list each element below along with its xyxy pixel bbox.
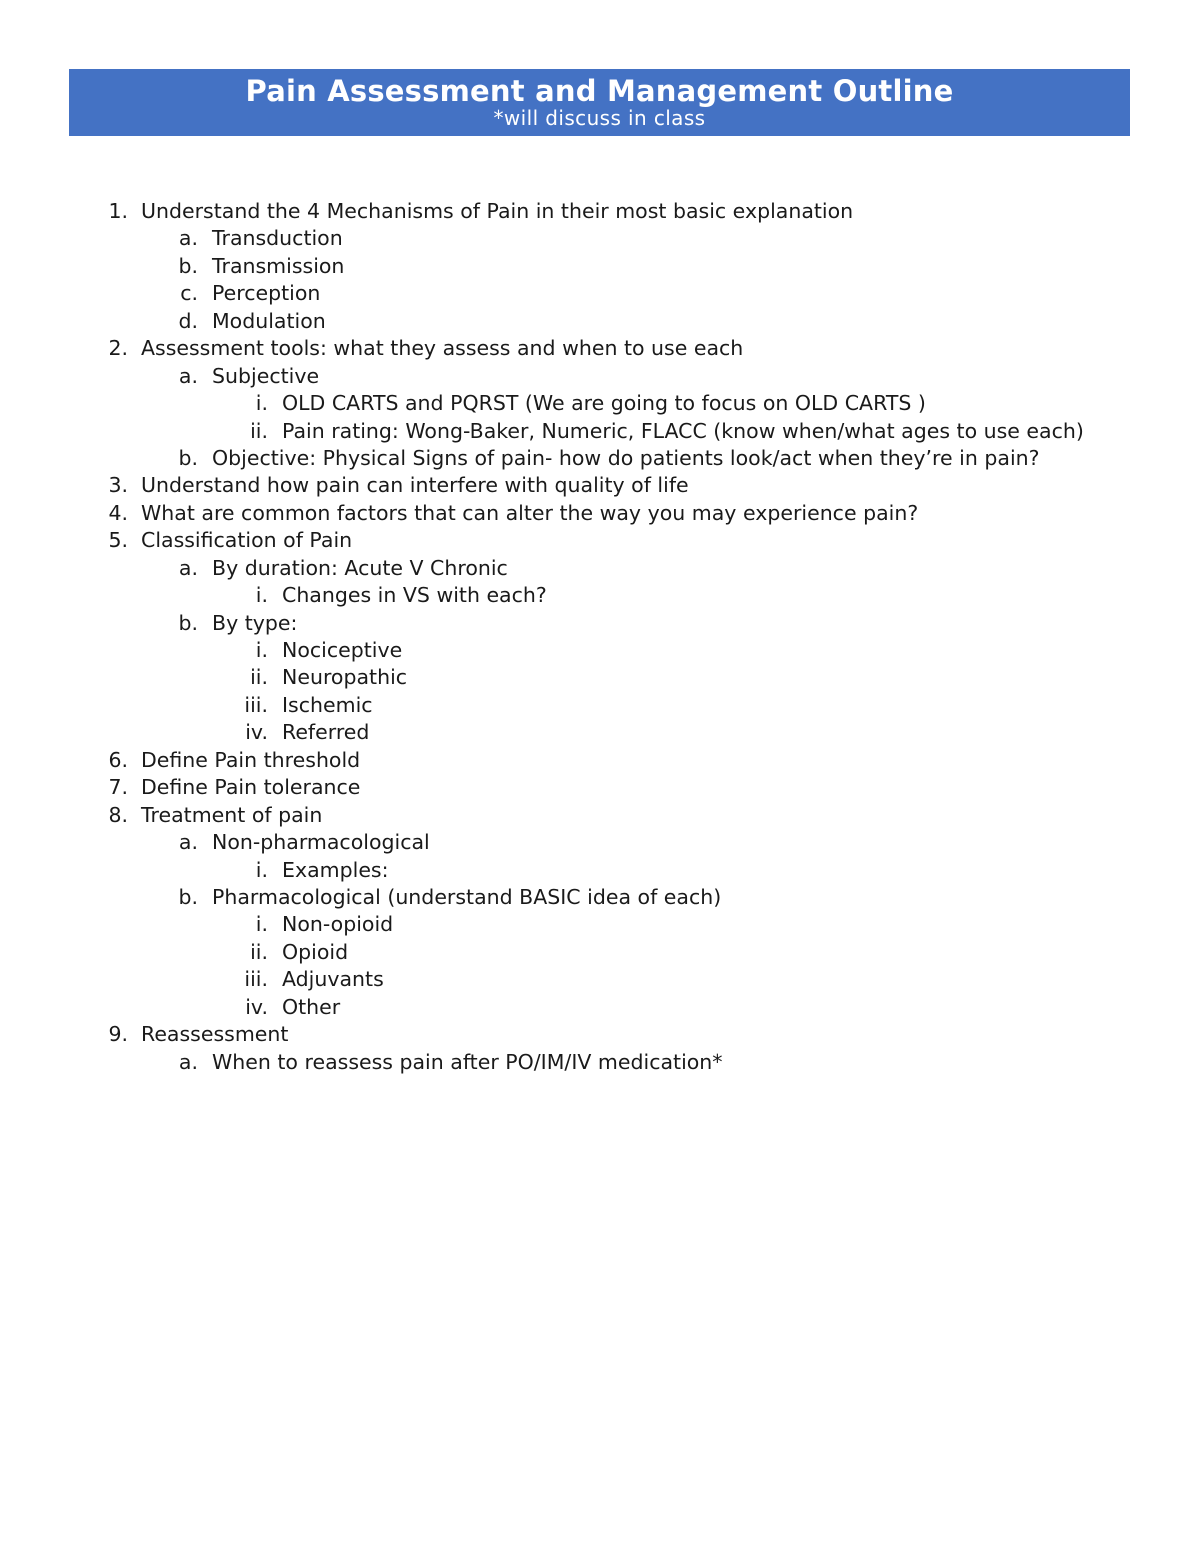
outline-text: Define Pain tolerance bbox=[141, 775, 361, 800]
outline-text: Nociceptive bbox=[282, 638, 403, 662]
page-subtitle: *will discuss in class bbox=[493, 106, 706, 130]
outline-marker: 5. bbox=[108, 528, 128, 553]
outline-text: Classification of Pain bbox=[141, 528, 353, 553]
outline-text: Other bbox=[282, 994, 341, 1019]
outline-text: Pharmacological (understand BASIC idea of each) bbox=[212, 884, 722, 909]
outline-marker: c. bbox=[180, 281, 198, 306]
outline-marker: b. bbox=[178, 610, 198, 635]
outline-item bbox=[0, 363, 1200, 390]
outline-item bbox=[0, 829, 1200, 856]
outline-marker: ii. bbox=[250, 665, 268, 690]
outline-item bbox=[0, 994, 1200, 1021]
outline-marker: i. bbox=[255, 912, 268, 937]
outline-marker: a. bbox=[178, 363, 198, 388]
outline-marker: iv. bbox=[245, 720, 268, 745]
outline-text: When to reassess pain after PO/IM/IV medication* bbox=[212, 1049, 723, 1074]
outline-marker: iv. bbox=[245, 994, 268, 1019]
outline-marker: b. bbox=[178, 253, 198, 278]
outline-item bbox=[0, 610, 1200, 637]
outline-marker: ii. bbox=[250, 418, 268, 443]
outline-marker: 8. bbox=[108, 802, 128, 827]
outline-text: Reassessment bbox=[141, 1022, 289, 1047]
outline-item bbox=[0, 692, 1200, 719]
outline-text: What are common factors that can alter the way you may experience pain? bbox=[141, 500, 919, 525]
outline-item bbox=[0, 1021, 1200, 1048]
outline-text: Transmission bbox=[212, 253, 345, 278]
outline-text: Examples: bbox=[282, 857, 389, 882]
outline-item bbox=[0, 719, 1200, 746]
outline-item bbox=[0, 418, 1200, 445]
outline-marker: 2. bbox=[108, 336, 128, 361]
outline-text: Adjuvants bbox=[282, 967, 384, 992]
outline-text: Non-pharmacological bbox=[212, 830, 430, 855]
outline-item bbox=[0, 747, 1200, 774]
outline-marker: a. bbox=[178, 555, 198, 580]
outline-text: Perception bbox=[212, 281, 321, 306]
outline-item bbox=[0, 280, 1200, 307]
outline-item bbox=[0, 774, 1200, 801]
outline-item bbox=[0, 308, 1200, 335]
outline-item bbox=[0, 335, 1200, 362]
outline-text: Ischemic bbox=[282, 692, 373, 717]
outline-marker: iii. bbox=[244, 692, 268, 717]
outline-text: Transduction bbox=[212, 226, 343, 251]
outline-text: Define Pain threshold bbox=[141, 747, 361, 772]
outline-item bbox=[0, 911, 1200, 938]
outline-text: Subjective bbox=[212, 363, 320, 388]
outline-marker: a. bbox=[178, 1049, 198, 1074]
outline-text: Referred bbox=[282, 720, 370, 745]
outline-item bbox=[0, 198, 1200, 225]
outline-text: OLD CARTS and PQRST (We are going to focus on OLD CARTS ) bbox=[282, 391, 926, 416]
outline-item bbox=[0, 527, 1200, 554]
outline-item bbox=[0, 500, 1200, 527]
outline-text: By type: bbox=[212, 610, 298, 635]
outline-text: Pain rating: Wong-Baker, Numeric, FLACC (know when/what ages to use each) bbox=[282, 418, 1084, 443]
outline-text: Objective: Physical Signs of pain- how do patients look/act when they’re in pain? bbox=[212, 445, 1040, 470]
outline-item bbox=[0, 664, 1200, 691]
outline-text: Changes in VS with each? bbox=[282, 583, 547, 608]
outline-marker: d. bbox=[178, 308, 198, 333]
outline-text: Treatment of pain bbox=[141, 802, 323, 827]
outline-item bbox=[0, 390, 1200, 417]
outline-marker: 4. bbox=[108, 500, 128, 525]
outline-item bbox=[0, 582, 1200, 609]
page-title: Pain Assessment and Management Outline bbox=[245, 74, 954, 108]
outline-item bbox=[0, 253, 1200, 280]
outline-marker: i. bbox=[255, 857, 268, 882]
outline-marker: 1. bbox=[108, 199, 128, 223]
outline-item bbox=[0, 555, 1200, 582]
outline-item bbox=[0, 802, 1200, 829]
outline-text: Assessment tools: what they assess and when to use each bbox=[141, 336, 744, 361]
outline-marker: i. bbox=[255, 391, 268, 416]
outline-text: Neuropathic bbox=[282, 665, 408, 690]
outline-text: Understand the 4 Mechanisms of Pain in their most basic explanation bbox=[141, 199, 854, 223]
outline-marker: a. bbox=[178, 226, 198, 251]
outline-marker: ii. bbox=[250, 939, 268, 964]
outline-marker: a. bbox=[178, 830, 198, 855]
outline-item bbox=[0, 1049, 1200, 1076]
outline-text: Opioid bbox=[282, 939, 349, 964]
outline-text: By duration: Acute V Chronic bbox=[212, 555, 508, 580]
outline-marker: iii. bbox=[244, 967, 268, 992]
outline-item bbox=[0, 939, 1200, 966]
outline-item bbox=[0, 445, 1200, 472]
outline-marker: b. bbox=[178, 445, 198, 470]
outline-marker: 3. bbox=[108, 473, 128, 498]
outline-marker: 6. bbox=[108, 747, 128, 772]
outline-text: Non-opioid bbox=[282, 912, 394, 937]
outline-marker: 7. bbox=[108, 775, 128, 800]
outline-marker: 9. bbox=[108, 1022, 128, 1047]
title-banner bbox=[69, 69, 1130, 136]
outline-item bbox=[0, 472, 1200, 499]
outline-item bbox=[0, 637, 1200, 664]
outline-list bbox=[0, 198, 1200, 1076]
outline-item bbox=[0, 966, 1200, 993]
outline-item bbox=[0, 857, 1200, 884]
outline-item bbox=[0, 225, 1200, 252]
outline-marker: i. bbox=[255, 583, 268, 608]
outline-marker: b. bbox=[178, 884, 198, 909]
outline-text: Modulation bbox=[212, 308, 326, 333]
outline-text: Understand how pain can interfere with quality of life bbox=[141, 473, 689, 498]
outline-item bbox=[0, 884, 1200, 911]
outline-marker: i. bbox=[255, 638, 268, 662]
